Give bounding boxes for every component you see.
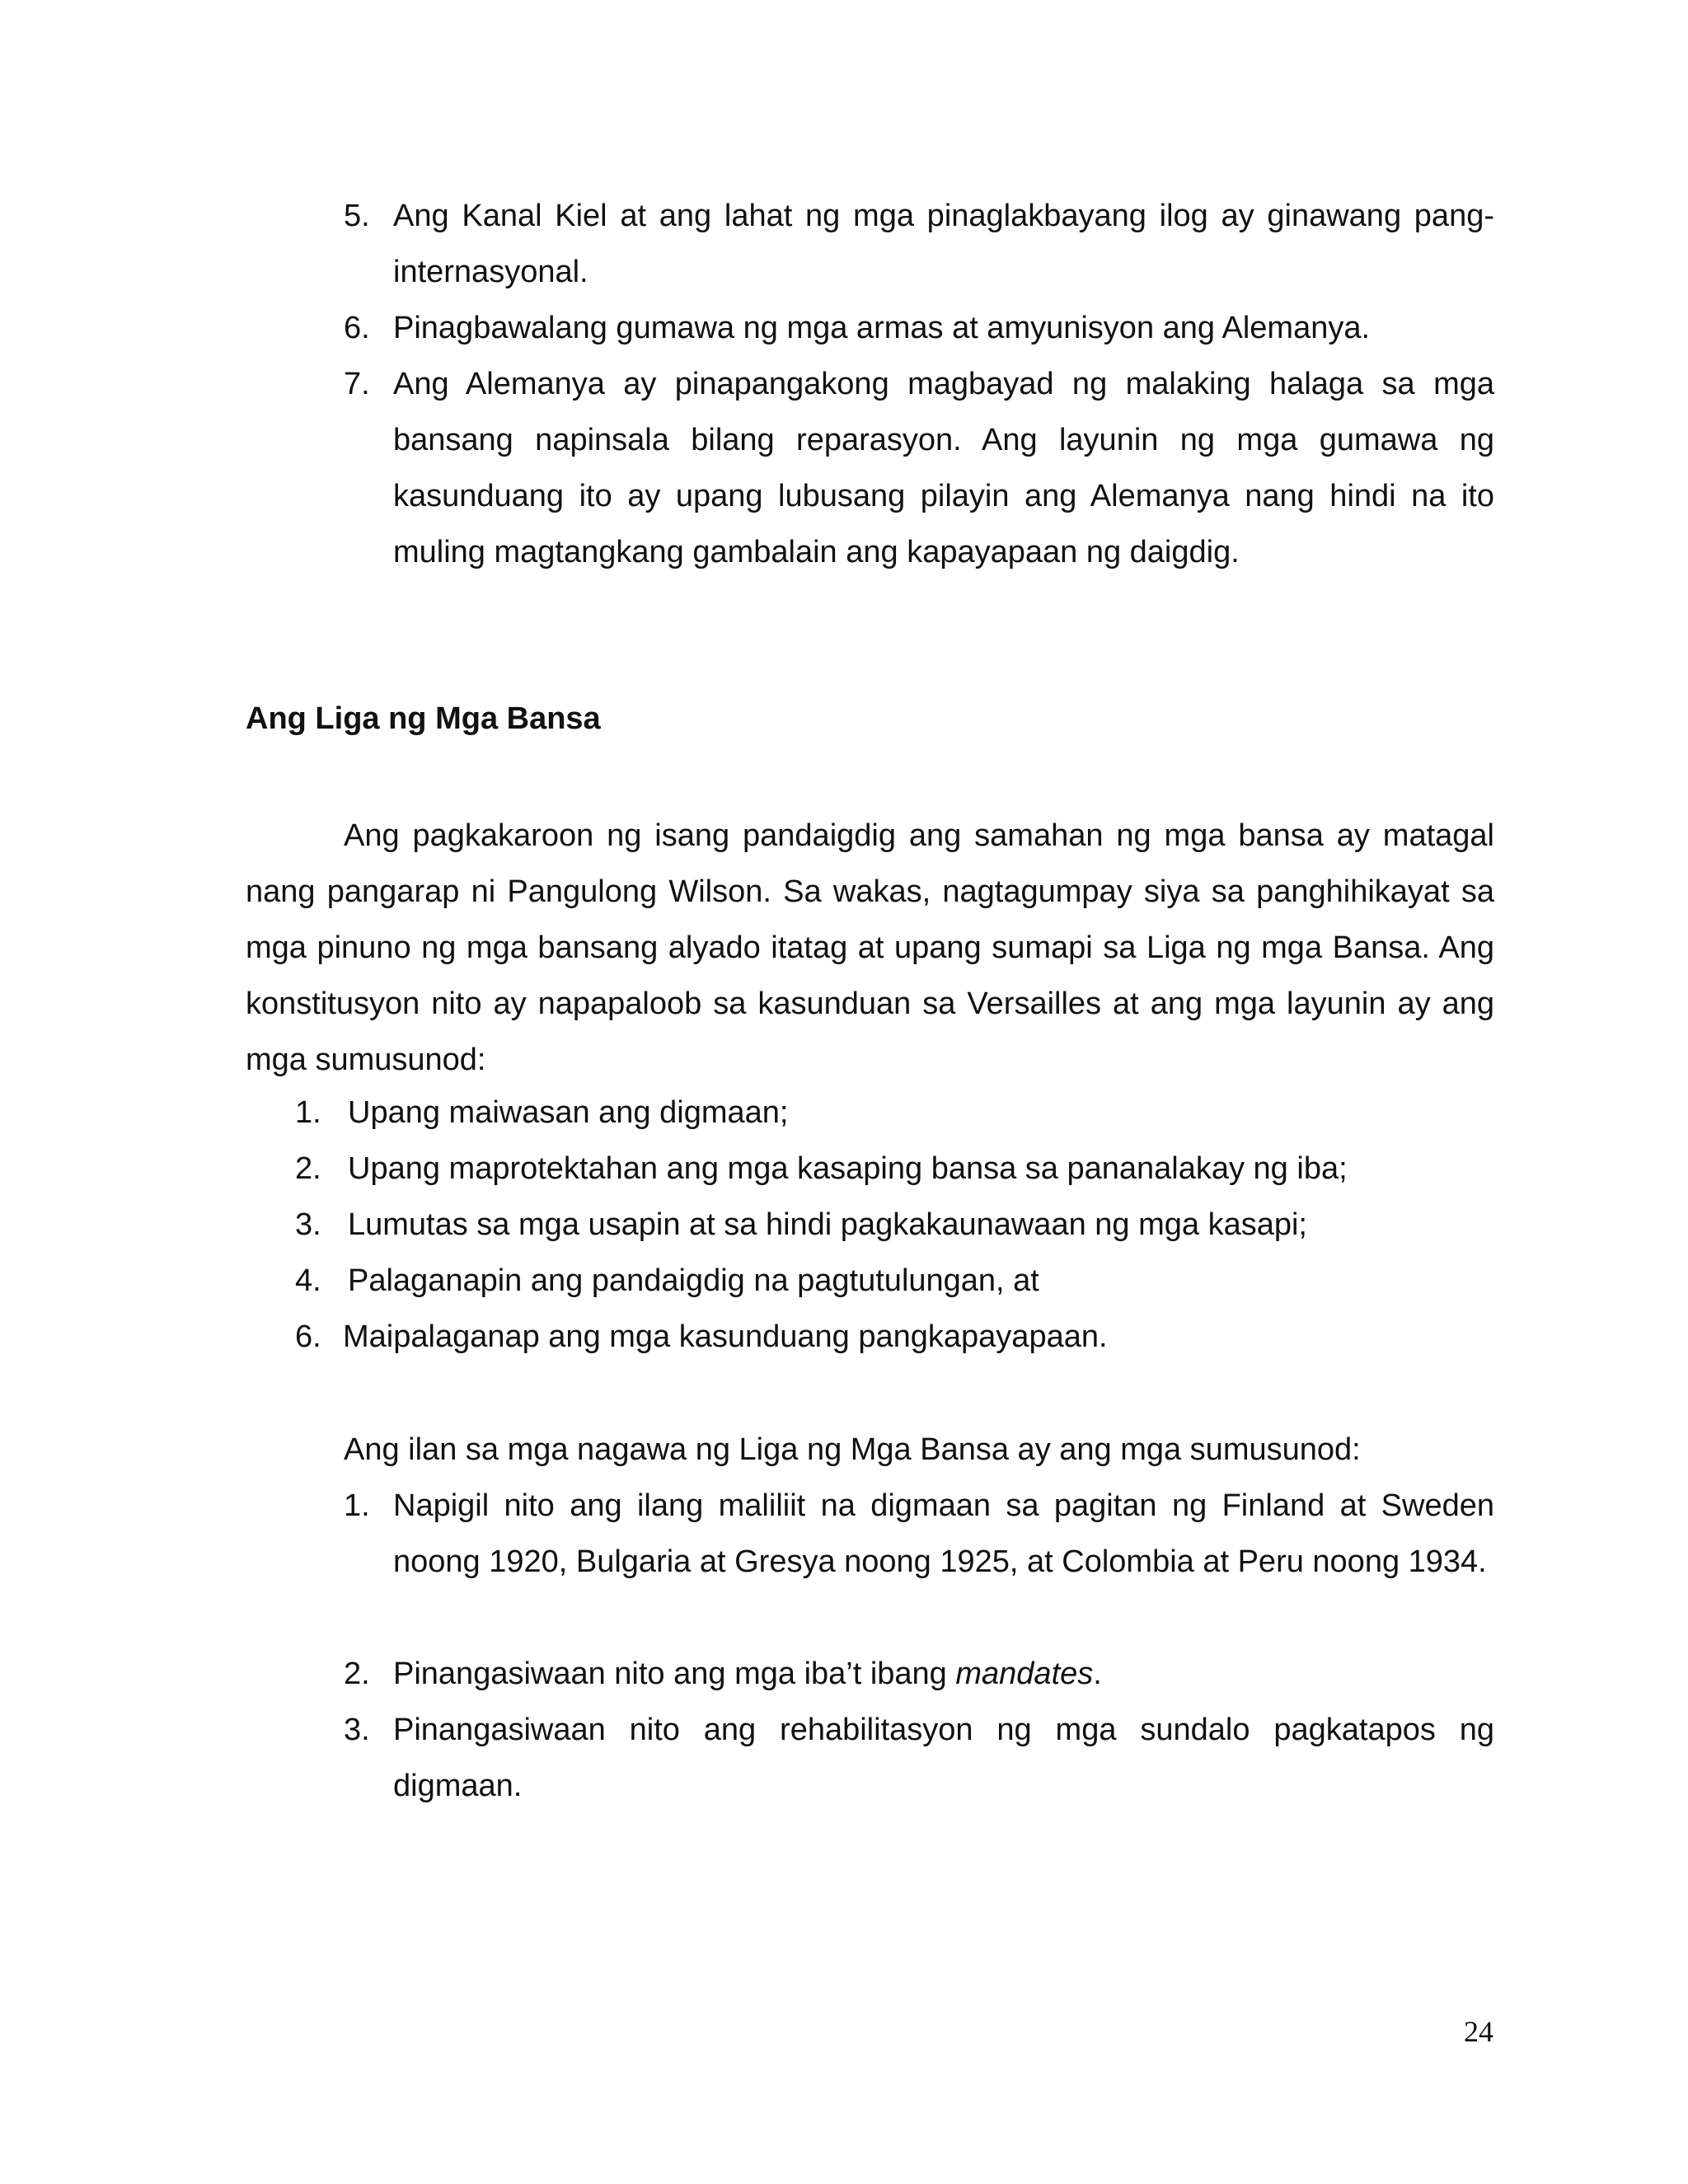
list-item-number: 7. — [344, 367, 370, 401]
section-heading: Ang Liga ng Mga Bansa — [246, 701, 601, 736]
list-item-text: Ang Alemanya ay pinapangakong magbayad ng malaking halaga sa mga bansang napinsala bilang reparasyon. Ang layunin ng mga gumawa ng kasunduang ito ay upang lubusang pilayin ang Alemanya nang hindi na ito muling magtangkang gambalain ang kapayapaan ng daigdig. — [393, 367, 1494, 569]
list-item — [295, 1253, 1494, 1309]
list-item — [295, 1309, 1494, 1365]
list-item-number: 6. — [344, 311, 370, 345]
list-item-text: Maipalaganap ang mga kasunduang pangkapayapaan. — [343, 1319, 1108, 1354]
list-item — [344, 300, 1494, 356]
top-numbered-list — [344, 188, 1494, 583]
list-item-number: 1. — [295, 1095, 321, 1130]
list-item-number: 5. — [344, 199, 370, 233]
list-item-number: 2. — [295, 1151, 321, 1186]
list-item-text — [393, 1646, 1494, 1702]
list-item-text-plain: Pinangasiwaan nito ang mga iba’t ibang — [393, 1657, 956, 1691]
list-item-number: 6. — [295, 1319, 321, 1354]
achievements-list — [344, 1478, 1494, 1824]
list-item — [295, 1141, 1494, 1197]
list-item-number: 1. — [344, 1488, 370, 1523]
list-item-text: Lumutas sa mga usapin at sa hindi pagkakaunawaan ng mga kasapi; — [348, 1207, 1307, 1242]
goals-list — [295, 1085, 1494, 1365]
list-item-text: Ang Kanal Kiel at ang lahat ng mga pinaglakbayang ilog ay ginawang pang-internasyonal. — [393, 199, 1494, 289]
italic-term: mandates — [955, 1657, 1094, 1691]
list-item-number: 4. — [295, 1263, 321, 1298]
list-item — [344, 1646, 1494, 1702]
list-item-text: Pinangasiwaan nito ang rehabilitasyon ng mga sundalo pagkatapos ng digmaan. — [393, 1713, 1494, 1803]
list-item — [295, 1197, 1494, 1253]
list-item-number: 3. — [295, 1207, 321, 1242]
list-item-text: Palaganapin ang pandaigdig na pagtutulungan, at — [348, 1263, 1039, 1298]
list-item — [344, 1702, 1494, 1814]
list-item — [344, 356, 1494, 580]
list-item-text: Pinagbawalang gumawa ng mga armas at amyunisyon ang Alemanya. — [393, 311, 1371, 345]
achievements-intro: Ang ilan sa mga nagawa ng Liga ng Mga Bansa ay ang mga sumusunod: — [344, 1432, 1361, 1467]
list-item-text: Upang maiwasan ang digmaan; — [348, 1095, 789, 1130]
list-item-number: 3. — [344, 1713, 370, 1747]
list-item-number: 2. — [344, 1657, 370, 1691]
list-item-text-end: . — [1093, 1657, 1102, 1691]
page-number: 24 — [1464, 2015, 1493, 2048]
list-item-text: Upang maprotektahan ang mga kasaping bansa sa pananalakay ng iba; — [348, 1151, 1348, 1186]
list-item — [344, 188, 1494, 300]
section-paragraph: Ang pagkakaroon ng isang pandaigdig ang samahan ng mga bansa ay matagal nang pangarap ni Pangulong Wilson. Sa wakas, nagtagumpay siya sa panghihikayat sa mga pinuno ng mga bansang alyado itatag at upang sumapi sa Liga ng mga Bansa. Ang konstitusyon nito ay napapaloob sa kasunduan sa Versailles at ang mga layunin ay ang mga sumusunod: — [246, 818, 1494, 1077]
list-item-text: Napigil nito ang ilang maliliit na digmaan sa pagitan ng Finland at Sweden noong 1920, Bulgaria at Gresya noong 1925, at Colombia at Peru noong 1934. — [393, 1488, 1494, 1579]
list-item — [295, 1085, 1494, 1141]
list-item — [344, 1478, 1494, 1646]
